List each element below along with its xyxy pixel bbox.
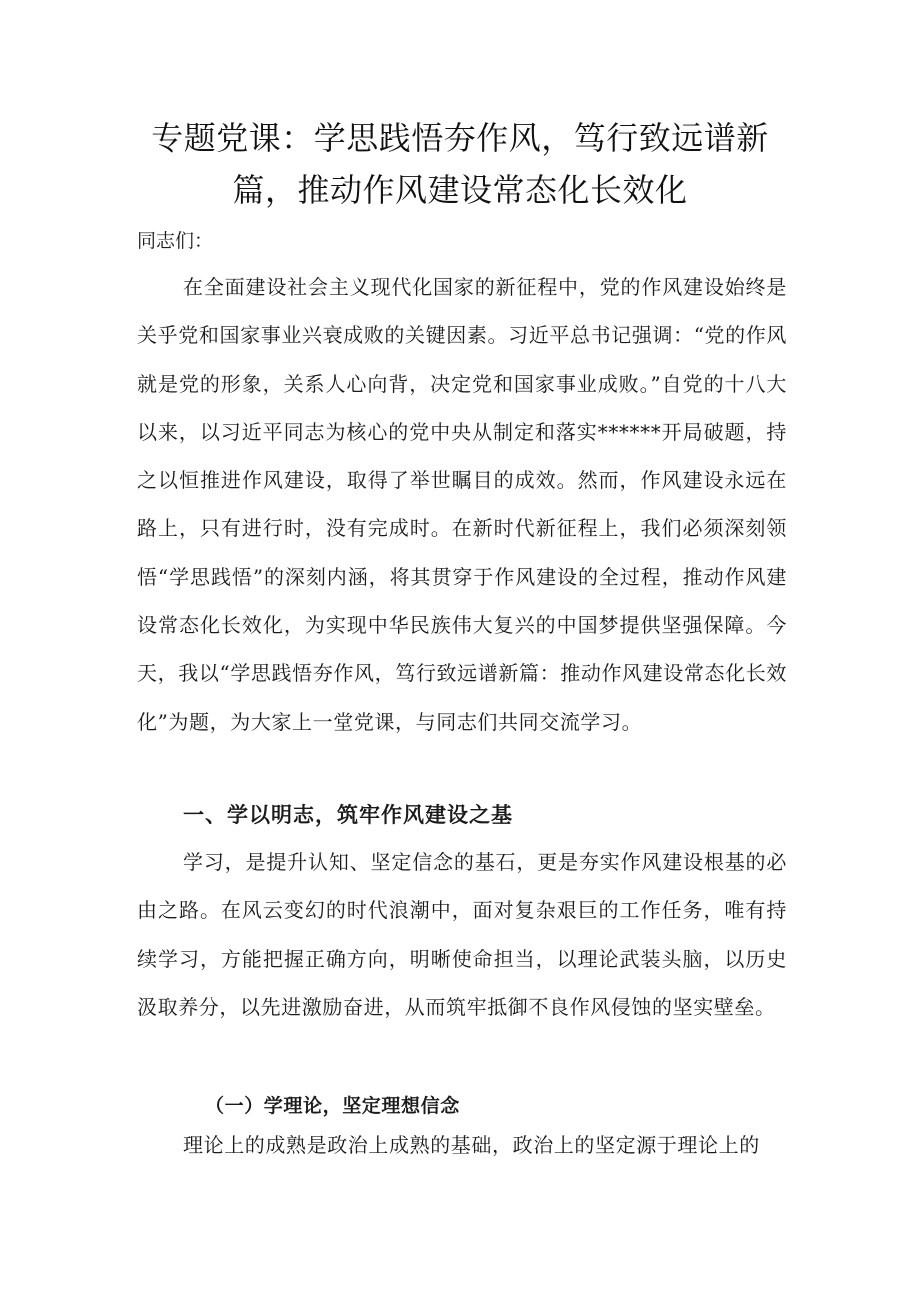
intro-paragraph: 在全面建设社会主义现代化国家的新征程中，党的作风建设始终是关乎党和国家事业兴衰成败的关键因素。习近平总书记强调：“党的作风就是党的形象，关系人心向背，决定党和国家事业成败。”自党的十八大以来，以习近平同志为核心的党中央从制定和落实******开局破题，持之以恒推进作风建设，取得了举世瞩目的成效。然而，作风建设永远在路上，只有进行时，没有完成时。在新时代新征程上，我们必须深刻领悟“学思践悟”的深刻内涵，将其贯穿于作风建设的全过程，推动作风建设常态化长效化，为实现中华民族伟大复兴的中国梦提供坚强保障。今天，我以“学思践悟夯作风，笃行致远谱新篇：推动作风建设常态化长效化”为题，为大家上一堂党课，与同志们共同交流学习。 [137,275,787,734]
salutation: 同志们： [137,230,214,252]
section-heading-1: 一、学以明志，筑牢作风建设之基 [183,802,513,827]
subsection-1-paragraph: 理论上的成熟是政治上成熟的基础，政治上的坚定源于理论上的 [183,1133,760,1157]
document-title: 专题党课：学思践悟夯作风，笃行致远谱新篇，推动作风建设常态化长效化 [151,119,769,209]
section-1-paragraph: 学习，是提升认知、坚定信念的基石，更是夯实作风建设根基的必由之路。在风云变幻的时代浪潮中，面对复杂艰巨的工作任务，唯有持续学习，方能把握正确方向，明晰使命担当，以理论武装头脑，以历史汲取养分，以先进激励奋进，从而筑牢抵御不良作风侵蚀的坚实壁垒。 [137,850,787,1019]
subsection-heading-1: （一）学理论，坚定理想信念 [205,1095,460,1117]
